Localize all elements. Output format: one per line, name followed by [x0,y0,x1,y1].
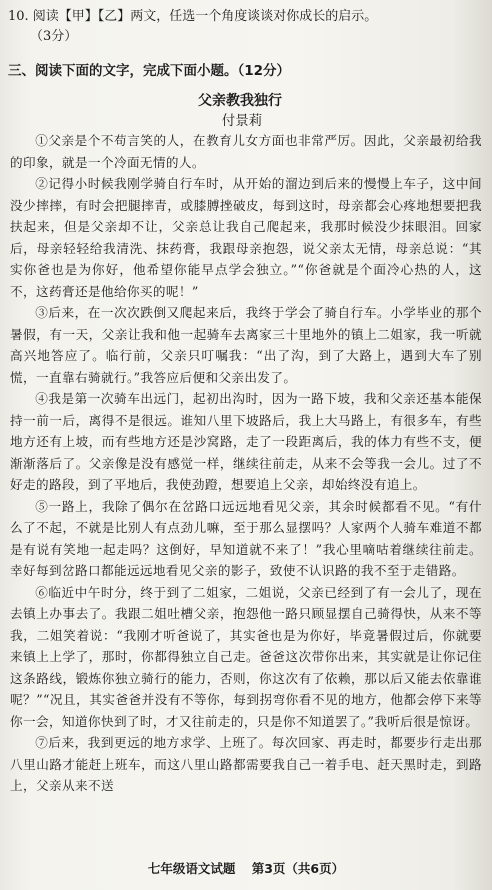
question-10: 10. 阅读【甲】【乙】两文，任选一个角度谈谈对你成长的启示。 [8,9,378,24]
paragraph-6: ⑥临近中午时分，终于到了二姐家，二姐说，父亲已经到了有一会儿了，现在去镇上办事去了。我跟二姐吐槽父亲，抱怨他一路只顾显摆自己骑得快，从来不等我，二姐笑着说：“我刚才听爸说了，其实爸也是为你好，毕竟暑假过后，你就要来镇上上学了，那时，你都得独立自己走。爸爸这次带你出来，其实就是让你记住这条路线，锻炼你独立骑行的能力，否则，你这次有了依赖，那以后又能去依靠谁呢？”“况且，其实爸爸并没有不等你，每到拐弯你看不见的地方，他都会停下来等你一会，知道你快到了时，才又往前走的，只是你不知道罢了。”我听后很是惊讶。 [10,584,482,729]
article-body [10,130,482,797]
paragraph-3: ③后来，在一次次跌倒又爬起来后，我终于学会了骑自行车。小学毕业的那个暑假，有一天，父亲让我和他一起骑车去离家三十里地外的镇上二姐家，我一听就高兴地答应了。临行前，父亲只叮嘱我：“出了沟，到了大路上，遇到大车了别慌，一直靠右骑就行。”我答应后便和父亲出发了。 [10,305,482,385]
page-footer [0,860,492,878]
paragraph-7: ⑦后来，我到更远的地方求学、上班了。每次回家、再走时，都要步行走出那八里山路才能赶上班车，而这八里山路都需要我自己一着手电、赶天黑时走，到路上，父亲从来不送 [10,735,482,793]
paragraph-5: ⑤一路上，我除了偶尔在岔路口远远地看见父亲，其余时候都看不见。“有什么了不起，不就是比别人有点劲儿嘛，至于那么显摆吗？人家两个人骑车难道不都是有说有笑地一起走吗？这倒好，早知道就不来了！”我心里嘀咕着继续往前走。幸好每到岔路口都能远远地看见父亲的影子，致使不认识路的我不至于走错路。 [10,498,482,578]
footer-page-number: 第3页（共6页） [251,861,345,876]
article-title: 父亲教我独行 [198,93,282,109]
section-heading: 三、阅读下面的文字，完成下面小题。（12分） [8,63,291,79]
paragraph-2: ②记得小时候我刚学骑自行车时，从开始的溜边到后来的慢慢上车子，这中间没少摔摔，有时会把腿摔青，或膝膊挫破皮，每到这时，母亲都会心疼地想要把我扶起来，但是父亲却不让，父亲总让我自己爬起来，我那时候没少抹眼泪。回家后，母亲轻轻给我清洗、抹药膏，我跟母亲抱怨，说父亲太无情，母亲总说：“其实你爸也是为你好，他希望你能早点学会独立。”“你爸就是个面冷心热的人，这不，这药膏还是他给你买的呢！” [10,176,482,299]
question-10-score: （3分） [30,29,78,44]
paragraph-4: ④我是第一次骑车出远门，起初出沟时，因为一路下坡，我和父亲还基本能保持一前一后，离得不是很远。谁知八里下坡路后，我上大马路上，有很多车，有些地方还有上坡，而有些地方还是沙窝路，走了一段距离后，我的体力有些不支，便渐渐落后了。父亲像是没有感觉一样，继续往前走，从来不会等我一会儿。过了不好走的路段，到了平地后，我使劲蹬，想要追上父亲，却始终没有追上。 [10,391,482,492]
article-author: 付景莉 [221,113,263,129]
footer-exam-name: 七年级语文试题 [147,861,236,876]
paragraph-1: ①父亲是个不苟言笑的人，在教育儿女方面也非常严厉。因此，父亲最初给我的印象，就是一个冷面无情的人。 [10,133,482,170]
